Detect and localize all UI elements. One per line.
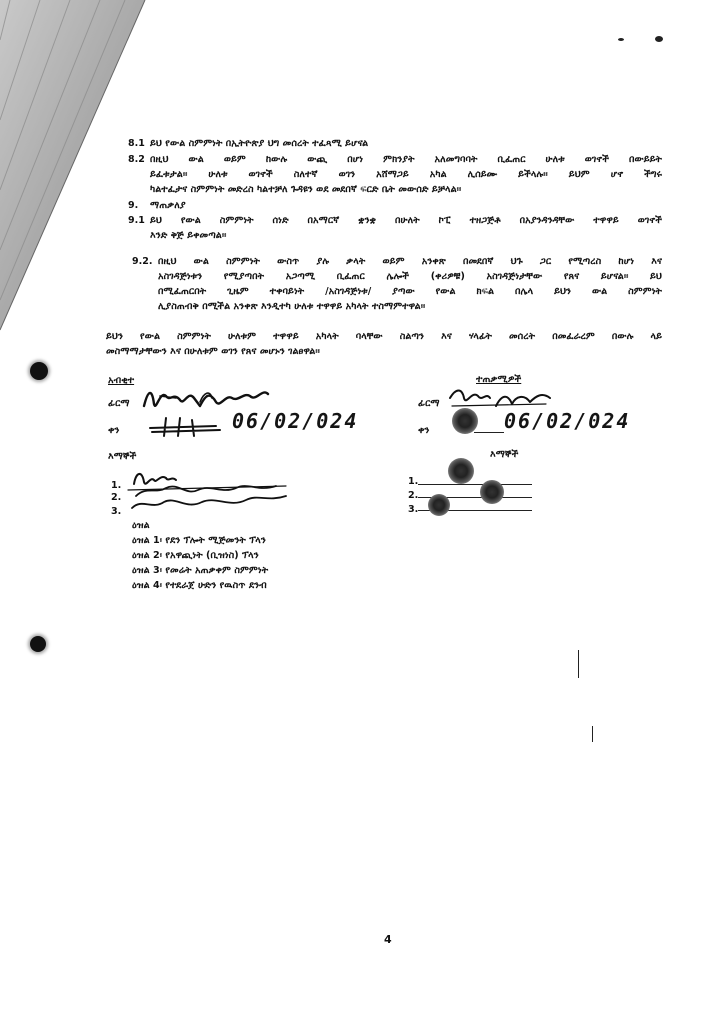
right-witness-number: 2. (408, 490, 419, 501)
right-witness-number: 3. (408, 504, 419, 515)
attachment-item: ዕዝል 4፡ የተደራጀ ሁድን የዉስጥ ደንብ (132, 580, 267, 591)
left-witness-signatures (126, 468, 296, 518)
clause-9-1-line: ይህ የውል ስምምነት ሰነድ በአማርኛ ቋንቋ በሁለት ኮፒ ተዘጋጅቶ በአያንዳንዳቸው ተዋዋይ ወገኖች (150, 215, 662, 226)
left-party-title: አብቂተ (108, 375, 135, 386)
left-witness-title: እማኞች (108, 451, 137, 462)
attachment-item: ዕዝል 2፡ የአዋጪነት (ቢዝነስ) ፕላን (132, 550, 259, 561)
witness-thumbprint (448, 458, 474, 484)
clause-number: 9.2. (132, 256, 153, 267)
attachments-title: ዕዝል (132, 520, 150, 531)
clause-8-2-line: ይፈቱታል፡፡ ሁለቱ ወገኖች ስለተኛ ወገን አሸማጋይ አካል ሊሰይሙ ይችላሉ፡፡ ይህም ሆኖ ችግሩ (150, 169, 662, 180)
witness-thumbprint (428, 494, 450, 516)
right-witness-line (418, 484, 532, 485)
left-date-label: ቀን (108, 425, 120, 436)
attachment-item: ዕዝል 1፡ የደን ፕሎት ሚጅመንት ፕላን (132, 535, 266, 546)
left-date-value: 06/02/024 (232, 409, 359, 433)
clause-number: 8.1 (128, 138, 145, 149)
section-title: ማጠቃለያ (150, 200, 186, 211)
clause-9-2-line: አስገዳጅነቱን የሚያጣበት አጋጣሚ ቢፈጠር ሌሎች (ቀሪዎቹ) አስገዳጅነታቸው የጸና ይሆናል፡፡ ይህ (158, 271, 662, 282)
witness-thumbprint (480, 480, 504, 504)
left-signature-label: ፊርማ (108, 398, 130, 409)
right-witness-title: እማኞች (490, 449, 519, 460)
clause-8-2-line: ካልተፈታና ስምምነት መድረስ ካልተቻለ ጉዳዩን ወደ መደበኛ ፍርድ ቤት መውሰድ ይቻላል፡፡ (150, 184, 462, 195)
left-witness-number: 1. (111, 480, 122, 491)
section-number: 9. (128, 200, 139, 211)
right-date-line (474, 432, 504, 433)
closing-line: መስማማታቸውን እና በሁለቱም ወገን የጸና መሆኑን ገልፀዋል፡፡ (106, 346, 320, 357)
left-witness-number: 3. (111, 506, 122, 517)
left-date-scribble (146, 414, 226, 438)
right-date-label: ቀን (418, 425, 430, 436)
right-witness-number: 1. (408, 476, 419, 487)
clause-9-1-line: እንድ ቅጅ ይቀመጣል፡፡ (150, 230, 227, 241)
right-party-title: ተጠቃሚዎች (476, 374, 522, 385)
clause-number: 8.2 (128, 154, 145, 165)
page-number: 4 (384, 933, 392, 946)
right-date-value: 06/02/024 (504, 409, 631, 433)
clause-8-1-text: ይህ የውል ስምምነት በኢትዮጵያ ህግ መሰረት ተፈጻሚ ይሆናል (150, 138, 369, 149)
right-date-stamp (452, 408, 478, 434)
clause-number: 9.1 (128, 215, 145, 226)
attachment-item: ዕዝል 3፡ የመሬት አጠቃቀም ስምምነት (132, 565, 269, 576)
clause-8-2-line: በዚህ ውል ወይም ከውሉ ውጪ በሆነ ምክንያት አለመግባባት ቢፈጠር ሁለቱ ወገኖች በውይይት (150, 154, 662, 165)
clause-9-2-line: በሚፈጠርበት ጊዜም ተቀባይነት /አስገዳጅነቱ/ ያጣው የውል ክፍል በሌላ ይህን ውል ስምምነት (158, 286, 662, 297)
left-witness-number: 2. (111, 492, 122, 503)
clause-9-2-line: በዚህ ውል ስምምነት ውስጥ ያሉ ቃላት ወይም አንቀጽ በመደበኛ ህጉ ጋር የሚጣረስ ከሆነ እና (158, 256, 662, 267)
closing-line: ይህን የውል ስምምነት ሁለቱም ተዋዋይ አካላት ባላቸው ስልጣን እና ሃላፊት መሰረት በመፈራረም በውሉ ላይ (106, 331, 662, 342)
right-signature-label: ፊርማ (418, 398, 440, 409)
clause-9-2-line: ሊያስጠብቅ በሚችል አንቀጽ እንዲተካ ሁለቱ ተዋዋይ አካላት ተስማምተዋል፡፡ (158, 301, 426, 312)
